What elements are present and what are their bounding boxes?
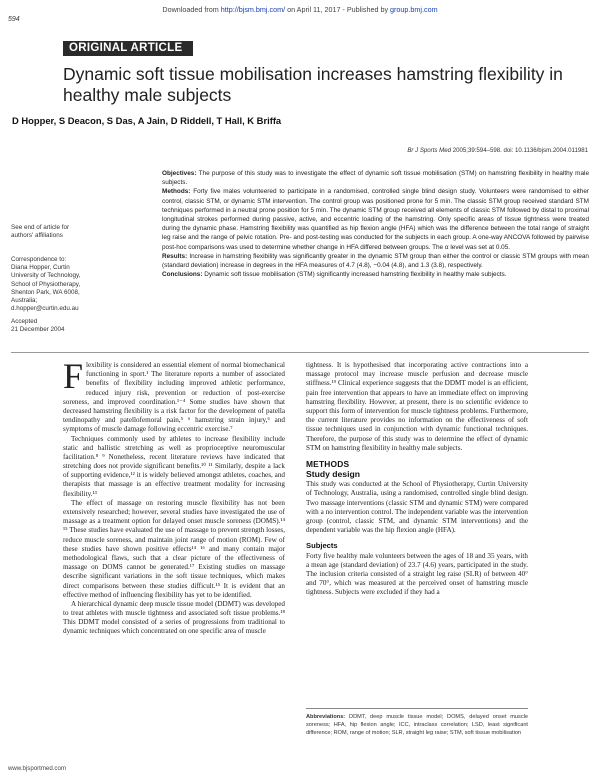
- objectives-label: Objectives:: [162, 170, 197, 177]
- download-banner: [0, 5, 600, 14]
- body-paragraph: The effect of massage on restoring muscle flexibility has not been extensively researched; however, several studies have investigated the use of massage as a treatment option for delayed onset muscle soreness (DOMS).¹⁴ ¹⁵ These studies have evaluated the use of massage to prevent strength losses, reduce muscle soreness, and maintain joint range of motion (ROM). Few of these studies have shown positive effects¹⁴ ¹⁶ and many contain major methodological flaws, such that a clear picture of the effectiveness of massage on DOMS cannot be generated.¹⁷ Existing studies on massage describe significant variations in the soft tissue techniques, which makes direct comparisons between these studies difficult.¹⁵ It is evident that an effective method of influencing flexibility has yet to be identified.: [63, 498, 285, 599]
- footer-url[interactable]: www.bjsportmed.com: [8, 765, 66, 772]
- correspondence-text: Correspondence to: Diana Hopper, Curtin University of Technology, School of Physiotherapy, Shenton Park, WA 6008, Australia; d.hopper@curtin.edu.au: [11, 256, 81, 313]
- body-column-right: [306, 361, 528, 598]
- body-paragraph: Forty five healthy male volunteers between the ages of 18 and 35 years, with a mean age (standard deviation) of 23.7 (4.6) years, participated in the study. The inclusion criteria consisted of a straight leg raise (SLR) of between 40° and 70°, which was measured at the perceived onset of hamstring muscle tightness. Subjects were excluded if they had a: [306, 551, 528, 597]
- abstract-objectives: [162, 169, 589, 187]
- body-paragraph: This study was conducted at the School of Physiotherapy, Curtin University of Technology, Australia, using a randomised, controlled single blind design. Two massage interventions (classic STM and dynamic STM) were compared with a no intervention control. The independent variable was the intervention group (control, classic STM, and dynamic STM interventions) and the dependent variable was the hip flexion angle (HFA).: [306, 480, 528, 535]
- results-label: Results:: [162, 252, 188, 260]
- body-column-left: [63, 356, 285, 637]
- conclusions-label: Conclusions:: [162, 271, 203, 279]
- accepted-label: Accepted: [11, 318, 38, 325]
- bjsm-link[interactable]: http://bjsm.bmj.com/: [220, 5, 286, 14]
- body-paragraph-text: lexibility is considered an essential element of normal biomechanical functioning in sport.¹ The literature reports a number of associated benefits of flexibility including improved athletic performance, reduced injury risk, prevention or reduction of post-exercise soreness, and improved coordination.¹⁻⁴ Some studies have shown that decreased hamstring flexibility is a risk factor for the development of patella tendinopathy and patellofemoral pain,⁵ ⁶ hamstring strain injury,⁶ and symptoms of muscle damage following eccentric exercise.⁷: [63, 361, 285, 434]
- abbreviations-box: [306, 708, 528, 737]
- conclusions-text: Dynamic soft tissue mobilisation (STM) significantly increased hamstring flexibility in healthy male subjects.: [202, 271, 507, 279]
- group-bmj-link[interactable]: group.bmj.com: [390, 5, 438, 14]
- abstract: [162, 169, 589, 279]
- body-paragraph: A hierarchical dynamic deep muscle tissue model (DDMT) was developed to treat athletes with muscle tightness and associated soft tissue problems.¹⁸ This DDMT model consisted of a series of progressions from traditional to dynamic techniques which concentrated on one specific area of muscle: [63, 599, 285, 636]
- author-list: D Hopper, S Deacon, S Das, A Jain, D Riddell, T Hall, K Briffa: [12, 115, 282, 126]
- methods-heading: METHODS: [306, 458, 350, 469]
- article-title: Dynamic soft tissue mobilisation increases hamstring flexibility in healthy male subjects: [63, 64, 563, 105]
- banner-prefix: Downloaded from: [162, 5, 221, 14]
- accepted-note: [11, 318, 83, 334]
- banner-middle: on April 11, 2017 - Published by: [285, 5, 391, 14]
- accepted-date: 21 December 2004: [11, 326, 65, 334]
- objectives-text: The purpose of this study was to investigate the effect of dynamic soft tissue mobilisation (STM) on hamstring flexibility in healthy male subjects.: [162, 170, 589, 187]
- citation-line: [318, 147, 588, 154]
- correspondence-note: [11, 256, 83, 313]
- abstract-methods: [162, 187, 589, 251]
- abbreviations-text: DDMT, deep muscle tissue model; DOMS, delayed onset muscle soreness; HFA, hip flexion angle; ICC, intraclass correlation; LSD, least significant difference; ROM, range of motion; SLR, straight leg raise; STM, soft tissue mobilisation: [306, 714, 528, 736]
- study-design-heading: Study design: [306, 469, 360, 480]
- subjects-heading: Subjects: [306, 541, 338, 551]
- results-text: Increase in hamstring flexibility was significantly greater in the dynamic STM group than either the control or classic STM groups with mean (standard deviation) increase in degrees in the HFA measures of 4.7 (4.8), −0.04 (4.8), and 1.3 (3.8), respectively.: [162, 252, 589, 270]
- journal-name: Br J Sports Med: [407, 147, 451, 154]
- body-paragraph: tightness. It is hypothesised that incorporating active contractions into a massage protocol may increase muscle perfusion and decrease muscle stiffness.¹⁹ Clinical experience suggests that the DDMT model is an efficient, pain free intervention that appears to have an immediate effect on improving hamstring flexibility. However, at present, there is no scientific evidence to support this form of intervention for muscle tightness problems. Furthermore, the current literature provides no information on the effectiveness of soft tissue techniques used in conjunction with dynamic functional techniques. Therefore, the purpose of this study was to determine the effect of dynamic STM on hamstring flexibility in healthy male subjects.: [306, 361, 528, 452]
- affiliations-text: See end of article for authors' affiliations: [11, 224, 70, 240]
- abstract-conclusions: [162, 270, 589, 279]
- affiliations-note: [11, 224, 83, 240]
- methods-label: Methods:: [162, 188, 191, 196]
- citation-details: 2005;39:594–598. doi: 10.1136/bjsm.2004.011981: [451, 147, 588, 154]
- section-label: ORIGINAL ARTICLE: [63, 41, 193, 56]
- body-paragraph: [63, 356, 285, 435]
- methods-text: Forty five males volunteered to participate in a randomised, controlled single blind design study. Volunteers were randomised to either control, classic STM, or dynamic STM intervention. The control group was positioned prone for 5 min. The classic STM group received standard STM techniques performed in a neutral prone position for 5 min. The dynamic STM group received all elements of classic STM followed by distal to proximal longitudinal strokes performed during passive, active, and eccentric loading of the hamstring. Only specific areas of tissue tightness were treated during the dynamic phase. Hamstring flexibility was quantified as hip flexion angle (HFA) which was the difference between the total range of straight leg raise and the range of pelvic rotation. Pre- and post-testing was conducted for the subjects in each group. A one-way ANCOVA followed by pairwise post-hoc comparisons was used to determine whether change in HFA differed between groups. The α level was set at 0.05.: [162, 188, 589, 251]
- drop-cap: F: [63, 356, 84, 396]
- page-number: 594: [8, 16, 20, 23]
- abstract-results: [162, 252, 589, 270]
- abbreviations-label: Abbreviations:: [306, 714, 346, 720]
- section-divider: [11, 352, 589, 353]
- body-paragraph: Techniques commonly used by athletes to increase flexibility include static and ballistic stretching as well as proprioceptive neuromuscular facilitation.⁸ ⁹ Nonetheless, recent literature reviews have indicated that stretching does not provide significant benefits.¹⁰ ¹¹ Similarly, despite a lack of supporting evidence,¹² it is widely believed amongst athletes, coaches, and therapists that massage is an effective treatment modality for increasing flexibility.¹³: [63, 434, 285, 498]
